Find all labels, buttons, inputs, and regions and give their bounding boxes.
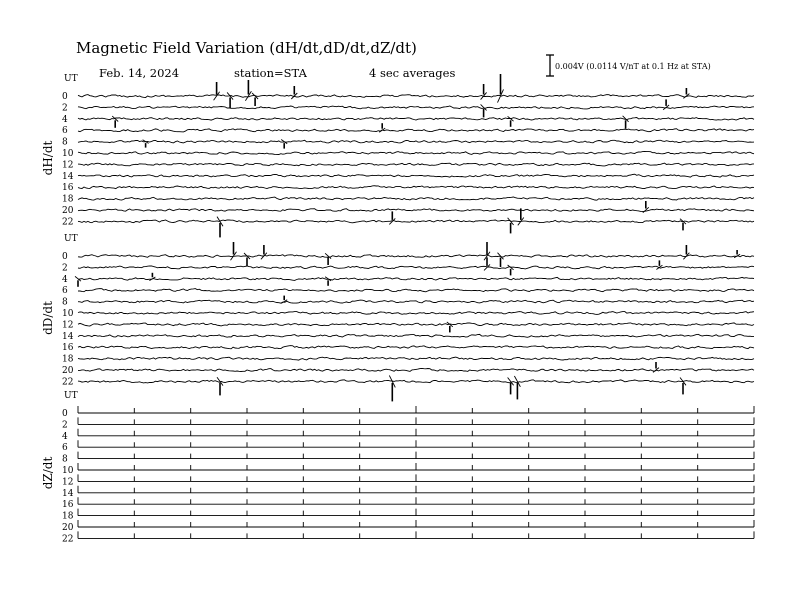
- trace-row: [78, 255, 754, 258]
- hour-label: 16: [62, 343, 74, 354]
- panel-dZ-dt: [41, 391, 754, 544]
- trace-row: [78, 266, 754, 269]
- trace-row: [78, 277, 754, 280]
- hour-label: 0: [62, 252, 68, 262]
- trace-row: [78, 209, 754, 212]
- hour-label: 0: [62, 409, 68, 419]
- trace-row: [78, 520, 754, 527]
- hour-label: 2: [62, 420, 68, 431]
- hour-label: 12: [62, 320, 74, 331]
- hour-label: 2: [62, 263, 68, 274]
- panel-dD-dt: [41, 234, 754, 401]
- hour-label: 6: [62, 126, 68, 137]
- hour-label: 20: [62, 366, 74, 376]
- hour-label: 4: [62, 431, 68, 442]
- ut-label: UT: [64, 234, 78, 244]
- panel-dH-dt: [41, 74, 754, 237]
- ut-label: UT: [64, 74, 78, 84]
- hour-label: 22: [62, 377, 74, 388]
- trace-row: [78, 406, 754, 413]
- trace-row: [78, 118, 754, 121]
- trace-row: [78, 300, 754, 303]
- hour-label: 4: [62, 274, 68, 285]
- hour-label: 16: [62, 500, 74, 511]
- panel-label: dD/dt: [41, 301, 55, 335]
- hour-label: 10: [62, 309, 74, 319]
- trace-row: [78, 357, 754, 360]
- hour-label: 22: [62, 217, 74, 228]
- averaging-label: 4 sec averages: [369, 66, 456, 80]
- hour-label: 18: [62, 194, 74, 205]
- trace-row: [78, 380, 754, 383]
- hour-label: 14: [62, 331, 74, 342]
- trace-row: [78, 509, 754, 516]
- trace-row: [78, 346, 754, 349]
- hour-label: 14: [62, 488, 74, 499]
- spike-jitter: [281, 140, 287, 144]
- hour-label: 20: [62, 523, 74, 533]
- hour-label: 20: [62, 206, 74, 216]
- hour-label: 8: [62, 454, 68, 465]
- trace-row: [78, 440, 754, 447]
- scale-bar-label: 0.004V (0.0114 V/nT at 0.1 Hz at STA): [555, 62, 711, 71]
- hour-label: 22: [62, 534, 74, 545]
- trace-row: [78, 497, 754, 504]
- hour-label: 0: [62, 92, 68, 102]
- trace-row: [78, 474, 754, 481]
- hour-label: 8: [62, 137, 68, 148]
- trace-row: [78, 289, 754, 292]
- hour-label: 6: [62, 286, 68, 297]
- hour-label: 2: [62, 103, 68, 114]
- hour-label: 14: [62, 171, 74, 182]
- ut-label: UT: [64, 391, 78, 401]
- trace-row: [78, 463, 754, 470]
- trace-row: [78, 163, 754, 166]
- trace-row: [78, 312, 754, 315]
- trace-row: [78, 140, 754, 143]
- trace-row: [78, 95, 754, 98]
- panel-label: dH/dt: [41, 140, 55, 176]
- panel-label: dZ/dt: [41, 456, 55, 490]
- hour-label: 12: [62, 160, 74, 171]
- trace-row: [78, 334, 754, 337]
- scale-bar: [546, 55, 554, 76]
- hour-label: 16: [62, 183, 74, 194]
- panels: [41, 74, 754, 544]
- trace-row: [78, 531, 754, 538]
- hour-label: 18: [62, 354, 74, 365]
- trace-row: [78, 220, 754, 223]
- trace-row: [78, 323, 754, 326]
- hour-label: 8: [62, 297, 68, 308]
- trace-row: [78, 452, 754, 459]
- hour-label: 18: [62, 511, 74, 522]
- trace-row: [78, 106, 754, 109]
- trace-row: [78, 174, 754, 177]
- chart-title: Magnetic Field Variation (dH/dt,dD/dt,dZ/dt): [76, 39, 417, 57]
- hour-label: 6: [62, 443, 68, 454]
- trace-row: [78, 129, 754, 132]
- trace-row: [78, 417, 754, 424]
- hour-label: 10: [62, 149, 74, 159]
- date-label: Feb. 14, 2024: [99, 66, 180, 80]
- hour-label: 4: [62, 114, 68, 125]
- trace-row: [78, 486, 754, 493]
- trace-row: [78, 197, 754, 200]
- hour-label: 10: [62, 466, 74, 476]
- trace-row: [78, 368, 754, 371]
- trace-row: [78, 151, 754, 154]
- hour-label: 12: [62, 477, 74, 488]
- station-label: station=STA: [234, 66, 307, 80]
- trace-row: [78, 186, 754, 189]
- trace-row: [78, 429, 754, 436]
